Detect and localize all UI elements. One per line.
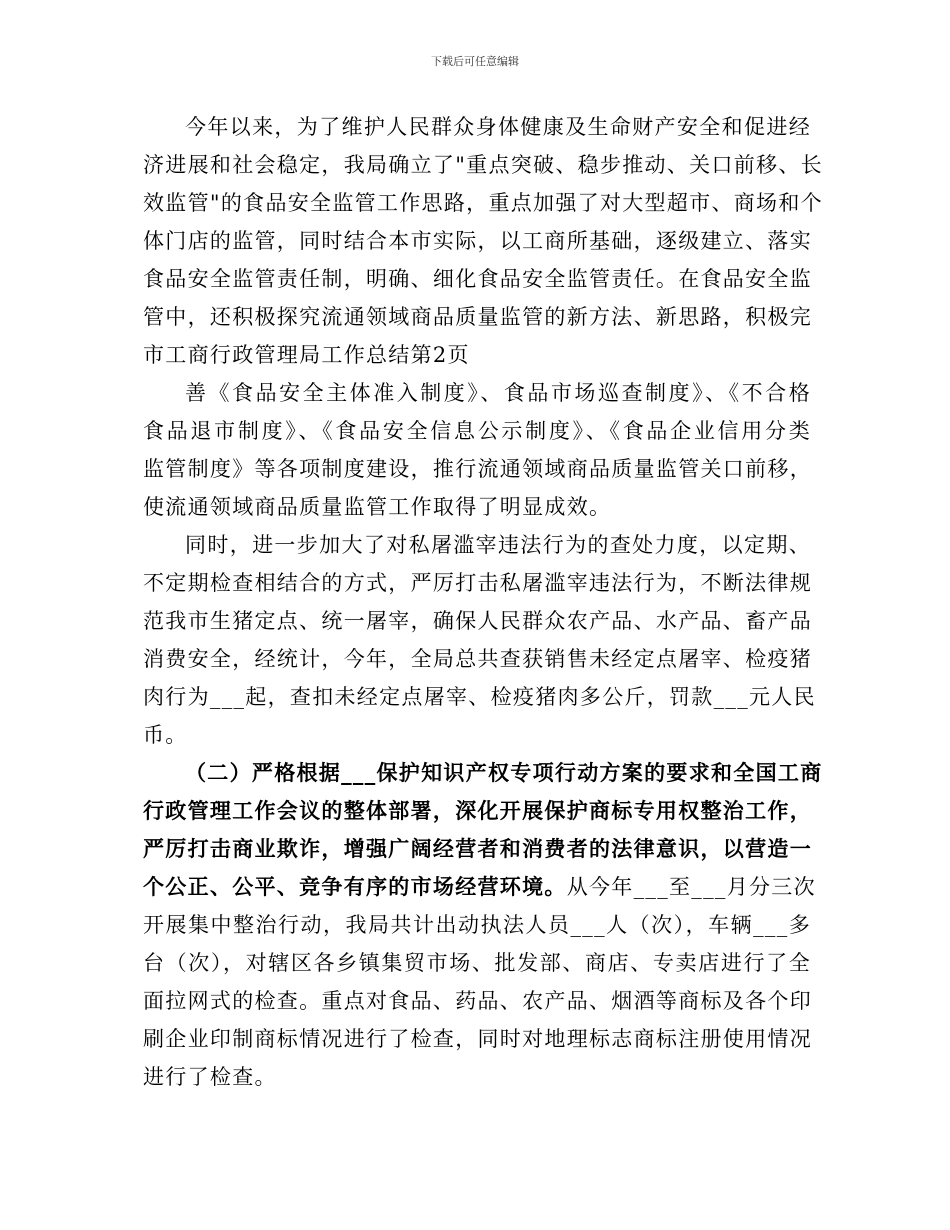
text-line: 不定期检查相结合的方式，严厉打击私屠滥宰违法行为，不断法律规	[143, 571, 812, 595]
paragraph-slaughter	[143, 526, 816, 754]
text-line: 币。	[143, 723, 188, 747]
text-line: 使流通领域商品质量监管工作取得了明显成效。	[143, 495, 612, 519]
paragraph-food-safety	[143, 108, 823, 374]
paragraph-trademark	[143, 754, 823, 1096]
text-line: 效监管"的食品安全监管工作思路，重点加强了对大型超市、商场和个	[143, 191, 823, 215]
text-line: 济进展和社会稳定，我局确立了"重点突破、稳步推动、关口前移、长	[143, 153, 823, 177]
text-line: 善《食品安全主体准入制度》、食品市场巡查制度》、《不合格	[185, 381, 811, 405]
text-line: 监管制度》等各项制度建设，推行流通领域商品质量监管关口前移，	[143, 457, 812, 481]
text-line: 管中，还积极探究流通领域商品质量监管的新方法、新思路，积极完	[143, 305, 812, 329]
bold-text: 个公正、公平、竞争有序的市场经营环境。	[143, 874, 567, 899]
text-line: 同时，进一步加大了对私屠滥宰违法行为的查处力度，以定期、	[185, 533, 811, 557]
text-line: 台（次），对辖区各乡镇集贸市场、批发部、商店、专卖店进行了全	[143, 951, 811, 975]
text-line: 刷企业印制商标情况进行了检查，同时对地理标志商标注册使用情况	[143, 1027, 812, 1051]
text-line: 食品安全监管责任制，明确、细化食品安全监管责任。在食品安全监	[143, 267, 812, 291]
bold-text-line: 行政管理工作会议的整体部署，深化开展保护商标专用权整治工作，	[143, 798, 812, 823]
text-line: 肉行为___起，查扣未经定点屠宰、检疫猪肉多公斤，罚款___元人民	[143, 685, 816, 709]
text-line: 开展集中整治行动，我局共计出动执法人员___人（次），车辆___多	[143, 913, 811, 937]
document-body	[143, 108, 823, 1096]
normal-text: 从今年___至___月分三次	[566, 875, 816, 899]
paragraph-systems	[143, 374, 811, 526]
text-line: 体门店的监管，同时结合本市实际，以工商所基础，逐级建立、落实	[143, 229, 812, 253]
mixed-text-line	[143, 868, 816, 906]
text-line: 范我市生猪定点、统一屠宰，确保人民群众农产品、水产品、畜产品	[143, 609, 812, 633]
text-line: 进行了检查。	[143, 1065, 277, 1089]
bold-text-line: 严厉打击商业欺诈，增强广阔经营者和消费者的法律意识，以营造一	[143, 836, 812, 861]
text-line: 面拉网式的检查。重点对食品、药品、农产品、烟酒等商标及各个印	[143, 989, 812, 1013]
bold-text-line: （二）严格根据___保护知识产权专项行动方案的要求和全国工商	[185, 760, 823, 785]
text-line: 今年以来，为了维护人民群众身体健康及生命财产安全和促进经	[185, 115, 811, 139]
page-break-label: 市工商行政管理局工作总结第2页	[143, 343, 470, 367]
page-header: 下载后可任意编辑	[431, 55, 519, 68]
text-line: 食品退市制度》、《食品安全信息公示制度》、《食品企业信用分类	[143, 419, 811, 443]
text-line: 消费安全，经统计，今年，全局总共查获销售未经定点屠宰、检疫猪	[143, 647, 812, 671]
